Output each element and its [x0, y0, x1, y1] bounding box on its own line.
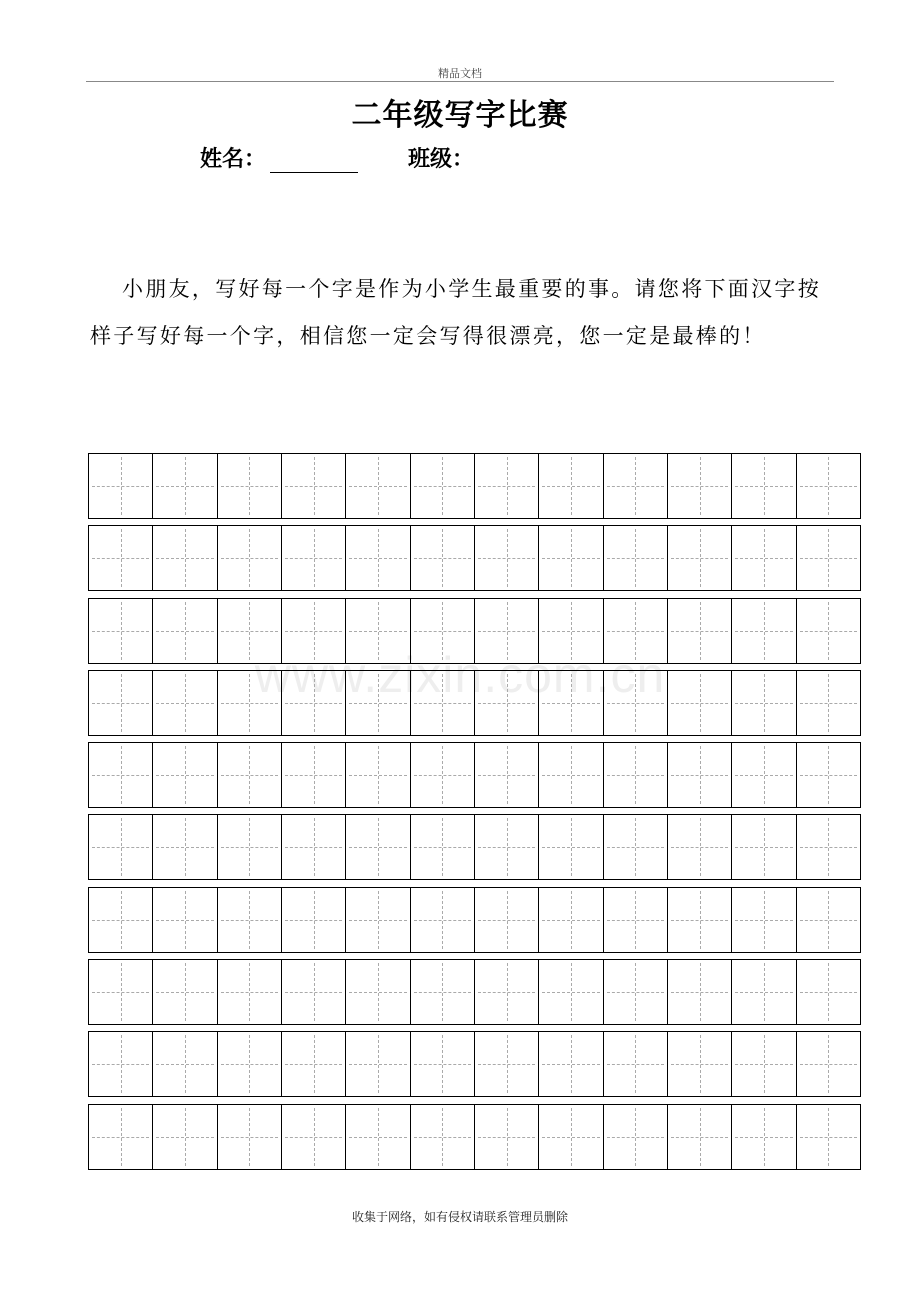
writing-cell[interactable]: [411, 1032, 475, 1096]
writing-cell[interactable]: [604, 888, 668, 952]
writing-cell[interactable]: [604, 743, 668, 807]
writing-cell[interactable]: [282, 526, 346, 590]
writing-cell[interactable]: [604, 454, 668, 518]
writing-cell[interactable]: [411, 1105, 475, 1169]
writing-cell[interactable]: [282, 743, 346, 807]
writing-cell[interactable]: [604, 815, 668, 879]
writing-cell[interactable]: [797, 888, 860, 952]
writing-cell[interactable]: [539, 888, 603, 952]
writing-cell[interactable]: [346, 1032, 410, 1096]
grid-row: [88, 1031, 861, 1097]
writing-cell[interactable]: [797, 671, 860, 735]
writing-cell[interactable]: [346, 888, 410, 952]
writing-cell[interactable]: [668, 888, 732, 952]
writing-cell[interactable]: [668, 671, 732, 735]
writing-cell[interactable]: [797, 1105, 860, 1169]
writing-cell[interactable]: [153, 888, 217, 952]
writing-cell[interactable]: [475, 1105, 539, 1169]
writing-cell[interactable]: [475, 671, 539, 735]
writing-cell[interactable]: [153, 526, 217, 590]
writing-cell[interactable]: [411, 888, 475, 952]
writing-cell[interactable]: [346, 526, 410, 590]
writing-cell[interactable]: [282, 599, 346, 663]
writing-cell[interactable]: [539, 1032, 603, 1096]
writing-cell[interactable]: [153, 743, 217, 807]
writing-cell[interactable]: [218, 743, 282, 807]
writing-cell[interactable]: [797, 599, 860, 663]
writing-cell[interactable]: [218, 1105, 282, 1169]
watermark: www.zixin.com.cn: [254, 647, 666, 703]
writing-cell[interactable]: [411, 599, 475, 663]
grid-row: [88, 887, 861, 953]
writing-cell[interactable]: [218, 671, 282, 735]
grid-row: [88, 959, 861, 1025]
name-label: 姓名：: [200, 147, 267, 172]
page-title: 二年级写字比赛: [351, 98, 569, 133]
writing-cell[interactable]: [89, 599, 153, 663]
writing-cell[interactable]: [797, 1032, 860, 1096]
writing-cell[interactable]: [346, 960, 410, 1024]
writing-cell[interactable]: [475, 526, 539, 590]
grid-row: [88, 453, 861, 519]
writing-cell[interactable]: [732, 599, 796, 663]
writing-cell[interactable]: [89, 454, 153, 518]
page-footer: 收集于网络，如有侵权请联系管理员删除: [351, 1210, 568, 1224]
class-label: 班级：: [408, 147, 475, 172]
writing-cell[interactable]: [539, 815, 603, 879]
writing-cell[interactable]: [282, 888, 346, 952]
writing-cell[interactable]: [732, 815, 796, 879]
writing-cell[interactable]: [218, 1032, 282, 1096]
writing-cell[interactable]: [539, 599, 603, 663]
writing-cell[interactable]: [732, 888, 796, 952]
writing-cell[interactable]: [218, 815, 282, 879]
writing-cell[interactable]: [539, 526, 603, 590]
writing-cell[interactable]: [539, 743, 603, 807]
writing-cell[interactable]: [282, 815, 346, 879]
writing-cell[interactable]: [153, 1105, 217, 1169]
writing-cell[interactable]: [346, 671, 410, 735]
writing-cell[interactable]: [89, 1105, 153, 1169]
writing-cell[interactable]: [797, 743, 860, 807]
writing-cell[interactable]: [732, 960, 796, 1024]
writing-cell[interactable]: [218, 599, 282, 663]
writing-cell[interactable]: [539, 671, 603, 735]
writing-cell[interactable]: [89, 815, 153, 879]
writing-cell[interactable]: [604, 1105, 668, 1169]
writing-cell[interactable]: [475, 815, 539, 879]
writing-cell[interactable]: [604, 671, 668, 735]
writing-cell[interactable]: [89, 526, 153, 590]
grid-row: [88, 525, 861, 591]
writing-cell[interactable]: [411, 526, 475, 590]
writing-cell[interactable]: [797, 960, 860, 1024]
writing-cell[interactable]: [604, 526, 668, 590]
writing-cell[interactable]: [797, 454, 860, 518]
writing-cell[interactable]: [539, 960, 603, 1024]
writing-cell[interactable]: [89, 671, 153, 735]
grid-row: [88, 814, 861, 880]
writing-cell[interactable]: [732, 454, 796, 518]
writing-grid: [88, 453, 861, 1176]
writing-cell[interactable]: [668, 743, 732, 807]
writing-cell[interactable]: [797, 815, 860, 879]
writing-cell[interactable]: [604, 599, 668, 663]
writing-cell[interactable]: [668, 960, 732, 1024]
writing-cell[interactable]: [732, 1105, 796, 1169]
writing-cell[interactable]: [153, 960, 217, 1024]
writing-cell[interactable]: [668, 454, 732, 518]
header-divider: [86, 81, 834, 82]
page-header: 精品文档: [438, 67, 482, 80]
writing-cell[interactable]: [539, 454, 603, 518]
writing-cell[interactable]: [346, 743, 410, 807]
writing-cell[interactable]: [282, 1105, 346, 1169]
writing-cell[interactable]: [668, 599, 732, 663]
writing-cell[interactable]: [475, 743, 539, 807]
writing-cell[interactable]: [668, 815, 732, 879]
writing-cell[interactable]: [475, 454, 539, 518]
writing-cell[interactable]: [218, 526, 282, 590]
writing-cell[interactable]: [282, 454, 346, 518]
writing-cell[interactable]: [411, 743, 475, 807]
grid-row: [88, 670, 861, 736]
writing-cell[interactable]: [411, 960, 475, 1024]
writing-cell[interactable]: [475, 1032, 539, 1096]
writing-cell[interactable]: [732, 671, 796, 735]
writing-cell[interactable]: [282, 960, 346, 1024]
writing-cell[interactable]: [475, 599, 539, 663]
writing-cell[interactable]: [411, 671, 475, 735]
writing-cell[interactable]: [346, 454, 410, 518]
writing-cell[interactable]: [604, 1032, 668, 1096]
writing-cell[interactable]: [732, 1032, 796, 1096]
writing-cell[interactable]: [732, 526, 796, 590]
student-info-row: [200, 142, 474, 173]
grid-row: [88, 742, 861, 808]
writing-cell[interactable]: [346, 1105, 410, 1169]
writing-cell[interactable]: [539, 1105, 603, 1169]
writing-cell[interactable]: [218, 960, 282, 1024]
writing-cell[interactable]: [411, 815, 475, 879]
writing-cell[interactable]: [89, 960, 153, 1024]
instructions-paragraph: 小朋友，写好每一个字是作为小学生最重要的事。请您将下面汉字按样子写好每一个字，相信您一定会写得很漂亮，您一定是最棒的！: [90, 277, 821, 348]
writing-cell[interactable]: [153, 1032, 217, 1096]
writing-cell[interactable]: [89, 1032, 153, 1096]
writing-cell[interactable]: [282, 1032, 346, 1096]
writing-cell[interactable]: [153, 815, 217, 879]
writing-cell[interactable]: [89, 888, 153, 952]
writing-cell[interactable]: [346, 599, 410, 663]
writing-cell[interactable]: [732, 743, 796, 807]
writing-cell[interactable]: [218, 888, 282, 952]
grid-row: [88, 1104, 861, 1170]
writing-cell[interactable]: [475, 960, 539, 1024]
writing-cell[interactable]: [89, 743, 153, 807]
writing-cell[interactable]: [668, 1105, 732, 1169]
writing-cell[interactable]: [668, 1032, 732, 1096]
writing-cell[interactable]: [153, 671, 217, 735]
writing-cell[interactable]: [218, 454, 282, 518]
grid-row: [88, 598, 861, 664]
writing-cell[interactable]: [153, 454, 217, 518]
writing-cell[interactable]: [153, 599, 217, 663]
writing-cell[interactable]: [797, 526, 860, 590]
writing-cell[interactable]: [604, 960, 668, 1024]
writing-cell[interactable]: [668, 526, 732, 590]
writing-cell[interactable]: [475, 888, 539, 952]
writing-cell[interactable]: [411, 454, 475, 518]
name-field[interactable]: [270, 148, 358, 173]
writing-cell[interactable]: [282, 671, 346, 735]
writing-cell[interactable]: [346, 815, 410, 879]
